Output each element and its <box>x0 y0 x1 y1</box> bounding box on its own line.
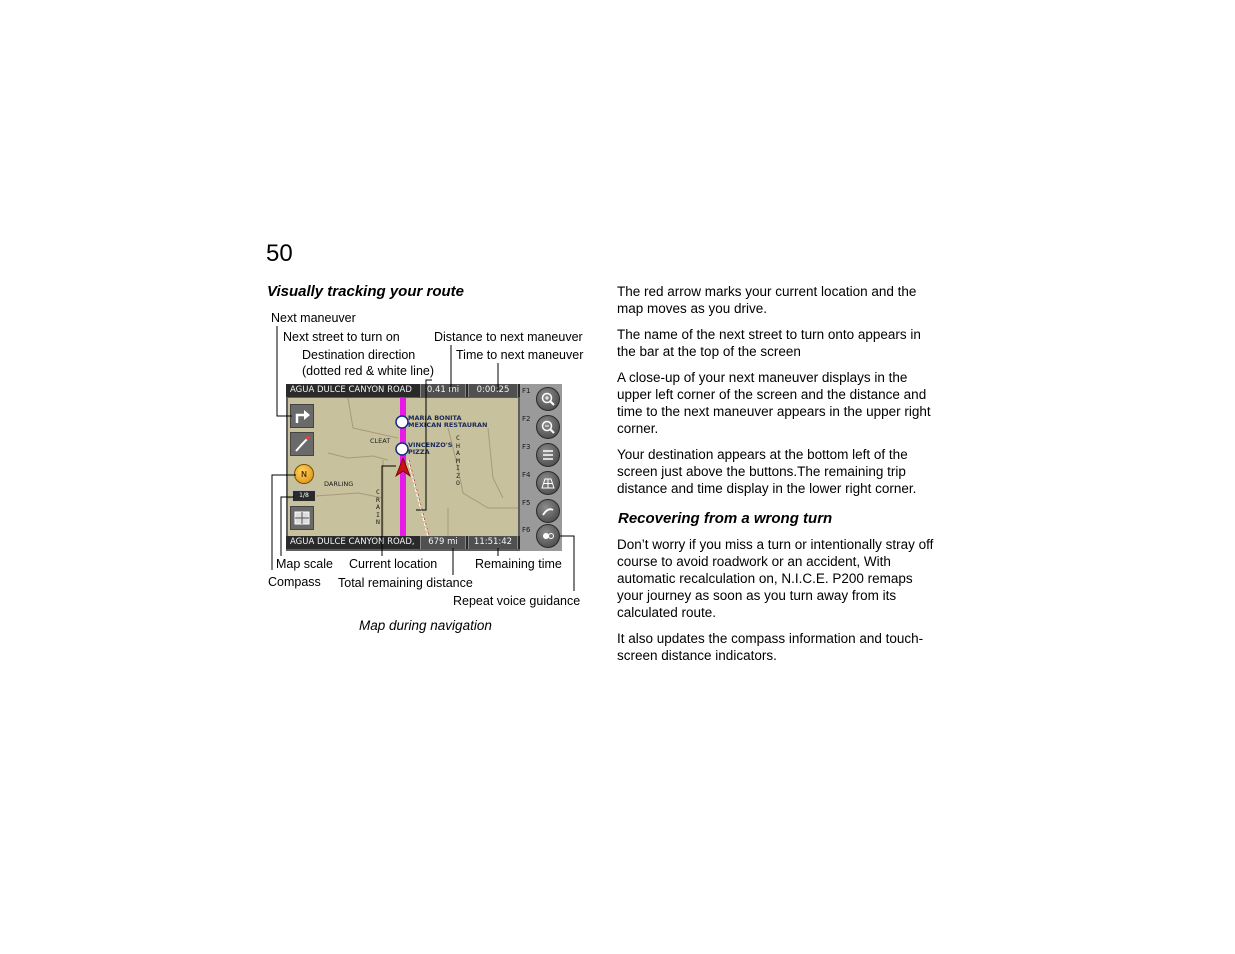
fkey-label: F6 <box>522 526 531 534</box>
repeat-voice-button[interactable] <box>536 524 560 548</box>
fkey-label: F5 <box>522 499 531 507</box>
callout-repeat-voice: Repeat voice guidance <box>453 594 581 608</box>
zoom-out-button[interactable] <box>536 415 560 439</box>
callout-destination-direction-note: (dotted red & white line) <box>302 364 435 378</box>
list-button[interactable] <box>536 443 560 467</box>
callout-next-maneuver: Next maneuver <box>271 311 356 325</box>
next-street-name: AGUA DULCE CANYON ROAD <box>290 385 412 395</box>
street-label-vertical: CHAMIZO <box>456 434 460 487</box>
callout-distance-next: Distance to next maneuver <box>434 330 583 344</box>
paragraph: It also updates the compass information and touch-screen distance indicators. <box>617 631 924 663</box>
total-remaining-distance: 679 mi <box>420 536 466 549</box>
paragraph: The red arrow marks your current location and the map moves as you drive. <box>617 284 917 316</box>
3d-view-button[interactable] <box>536 471 560 495</box>
callout-compass: Compass <box>268 575 321 589</box>
callout-total-remaining: Total remaining distance <box>338 576 473 590</box>
recover-text-column <box>617 536 937 673</box>
perspective-grid-icon <box>541 477 555 489</box>
page-number: 50 <box>266 240 293 267</box>
zoom-out-icon <box>541 420 555 434</box>
poi-label: PIZZA <box>408 448 430 456</box>
zoom-in-button[interactable] <box>536 387 560 411</box>
poi-label: MARIA BONITA <box>408 414 462 422</box>
paragraph: A close-up of your next maneuver displays in the upper left corner of the screen and the distance and time to the next maneuver appears in the upper right corner. <box>617 370 931 436</box>
fkey-label: F4 <box>522 471 531 479</box>
callout-destination-direction: Destination direction <box>302 348 416 362</box>
function-key-panel <box>520 384 562 551</box>
map-scale-indicator: 1/8 <box>292 490 316 502</box>
detour-button[interactable] <box>536 499 560 523</box>
turn-right-icon <box>293 408 311 424</box>
fkey-label: F1 <box>522 387 531 395</box>
figure-caption: Map during navigation <box>359 618 492 633</box>
callout-map-scale: Map scale <box>276 557 333 571</box>
speaker-icon <box>541 530 555 542</box>
street-label: DARLING <box>324 480 354 488</box>
distance-to-next-maneuver: 0.41 mi <box>420 384 466 397</box>
poi-label: MEXICAN RESTAURAN <box>408 421 488 429</box>
route-view-button[interactable] <box>290 432 314 456</box>
paragraph: The name of the next street to turn onto appears in the bar at the top of the screen <box>617 327 921 359</box>
callout-remaining-time: Remaining time <box>475 557 562 571</box>
callout-current-location: Current location <box>349 557 438 571</box>
paragraph: Your destination appears at the bottom left of the screen just above the buttons.The remaining trip distance and time display in the lower right corner. <box>617 447 917 496</box>
street-label: CLEAT <box>370 437 391 445</box>
callout-next-street: Next street to turn on <box>283 330 400 344</box>
compass-icon[interactable]: N <box>294 464 314 484</box>
remaining-time: 11:51:42 <box>468 536 518 549</box>
poi-label: VINCENZO'S <box>408 441 453 449</box>
next-maneuver-button[interactable] <box>290 404 314 428</box>
navigation-screen <box>286 384 562 551</box>
section-title: Visually tracking your route <box>267 283 464 300</box>
menu-button[interactable] <box>290 506 314 530</box>
time-to-next-maneuver: 0:00:25 <box>468 384 518 397</box>
bottom-info-bar <box>286 536 520 549</box>
street-label-vertical: CRAIN <box>376 488 380 526</box>
fkey-label: F2 <box>522 415 531 423</box>
grid-icon <box>294 511 310 525</box>
paragraph: Don’t worry if you miss a turn or intentionally stray off course to avoid roadwork or an accident, With automatic recalculation on, N.I.C.E. P200 remaps your journey as soon as you turn away from its calculated route. <box>617 537 934 620</box>
destination-name: AGUA DULCE CANYON ROAD, <box>290 537 415 547</box>
map-graphics <box>288 398 518 536</box>
curve-arrow-icon <box>541 505 555 517</box>
list-icon <box>541 449 555 461</box>
callout-time-next: Time to next maneuver <box>456 348 584 362</box>
route-icon <box>293 435 311 453</box>
map-view[interactable] <box>288 398 518 536</box>
fkey-label: F3 <box>522 443 531 451</box>
body-text-column <box>617 283 942 506</box>
top-info-bar <box>286 384 520 397</box>
zoom-in-icon <box>541 392 555 406</box>
subsection-title: Recovering from a wrong turn <box>618 510 833 527</box>
